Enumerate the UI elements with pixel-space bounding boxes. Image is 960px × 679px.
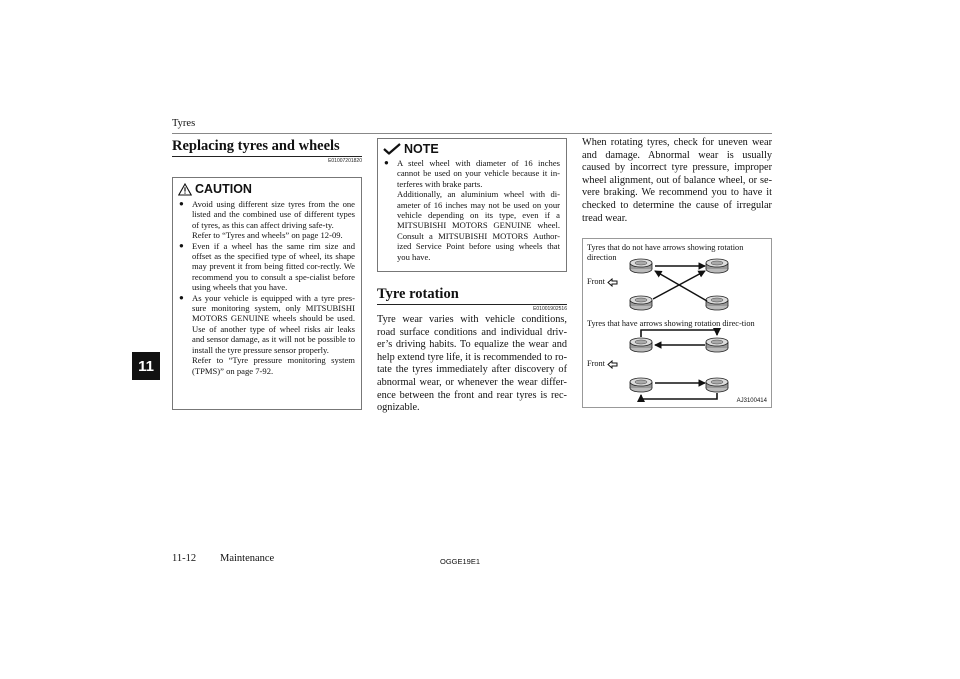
caution-box: [172, 177, 362, 410]
tyre-icon: [706, 296, 728, 310]
footer-chapter: Maintenance: [220, 553, 275, 564]
tyre-icon: [630, 296, 652, 310]
caution-title: CAUTION: [195, 182, 252, 196]
note-list: [383, 158, 560, 262]
header-rule: [172, 133, 772, 134]
front-label: Front: [587, 277, 605, 286]
tyre-icon: [706, 378, 728, 392]
figure-code: AJ3100414: [736, 398, 767, 404]
section-title-replacing-tyres: Replacing tyres and wheels: [172, 138, 340, 154]
section-rule: [172, 156, 362, 157]
caution-item: [178, 293, 355, 376]
caution-item-text: Even if a wheel has the same rim size and offset as the specified type of wheel, its shape may prevent it from being fitted cor-rectly. We recommend you to consult a spe-cialist before using wheels that you have.: [192, 240, 355, 293]
tyre-icon: [706, 259, 728, 273]
section-code: E01007201820: [328, 158, 362, 164]
note-title: NOTE: [404, 142, 439, 156]
note-box: [377, 138, 567, 272]
caution-item: [178, 241, 355, 293]
section-rule: [377, 304, 567, 305]
tyre-rotation-diagram: [582, 238, 772, 408]
note-item-detail: Additionally, an aluminium wheel with di-ameter of 16 inches may not be used on your vehicle depending on its type, even if a MITSUBISHI MOTORS GENUINE wheel. Consult a MITSUBISHI MOTORS Author-ized Service Point before using wheels that you have.: [397, 189, 560, 262]
front-label: Front: [587, 359, 605, 368]
section-title-tyre-rotation: Tyre rotation: [377, 286, 459, 302]
caution-item-text: As your vehicle is equipped with a tyre pres-sure monitoring system, only MITSUBISHI MOTORS GENUINE wheels should be used. Use of another type of wheel risks air leaks and sensor damage, as it will not be possible to install the tyre pressure sensor properly.: [192, 292, 355, 355]
checkmark-icon: [383, 143, 401, 155]
tyre-icon: [706, 338, 728, 352]
running-header-title: Tyres: [172, 118, 196, 129]
tyre-icon: [630, 338, 652, 352]
rotation-check-body: When rotating tyres, check for uneven wear and damage. Abnormal wear is usually caused by incorrect tyre pressure, improper wheel alignment, out of balance wheel, or se-vere braking. We recommend you to have it checked to determine the cause of irregular tread wear.: [582, 137, 772, 224]
caution-item-reference: Refer to “Tyres and wheels” on page 12-09.: [192, 230, 343, 241]
diagram-label-with-arrows: Tyres that have arrows showing rotation direc-tion: [587, 319, 755, 328]
caution-header: [178, 182, 355, 196]
caution-list: [178, 199, 355, 376]
note-item: [383, 158, 560, 262]
note-header: [383, 142, 560, 156]
tyre-icon: [630, 378, 652, 392]
document-code: OGGE19E1: [440, 557, 481, 566]
caution-item-text: Avoid using different size tyres from the one listed and the combined use of different types of tyres, as this can affect driving safe-ty.: [192, 199, 355, 230]
caution-item: [178, 199, 355, 241]
note-item-text: A steel wheel with diameter of 16 inches cannot be used on your vehicle because it in-terferes with brake parts.: [397, 158, 560, 189]
rotation-arrow: [641, 330, 717, 337]
tyre-icon: [630, 259, 652, 273]
rotation-arrow: [641, 393, 717, 399]
rotation-arrow: [655, 271, 707, 301]
warning-triangle-icon: [178, 183, 192, 196]
caution-item-reference: Refer to “Tyre pressure monitoring system (TPMS)” on page 7-92.: [192, 355, 355, 376]
page-number: 11-12: [172, 553, 197, 564]
tyre-rotation-body: Tyre wear varies with vehicle conditions, road surface conditions and individual driv-er’s driving habits. To equalize the wear and help extend tyre life, it is recommended to ro-tate the tyres immediately after discovery of abnormal wear, or whenever the wear differ-ence between the front and rear tyres is rec-ognizable.: [377, 314, 567, 414]
rotation-pattern-graphic: [583, 239, 771, 407]
diagram-label-no-arrows: Tyres that do not have arrows showing rotation direction: [587, 243, 744, 262]
chapter-tab: 11: [132, 352, 160, 380]
section-code: E01001902516: [533, 306, 567, 312]
